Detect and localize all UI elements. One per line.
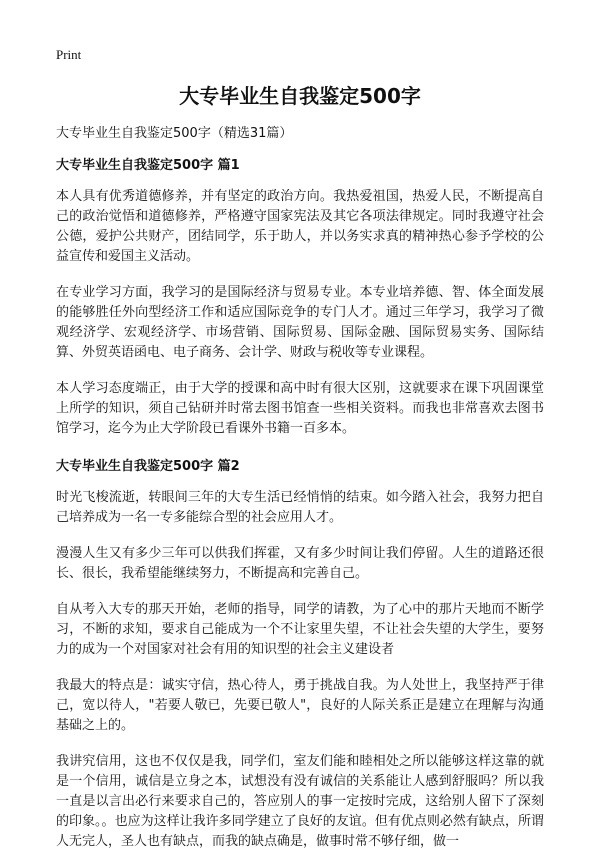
section-heading: 大专毕业生自我鉴定500字 篇1 xyxy=(56,158,240,173)
paragraph: 在专业学习方面，我学习的是国际经济与贸易专业。本专业培养德、智、体全面发展的能够胜任外向型经济工作和适应国际竞争的专门人才。通过三年学习，我学习了微观经济学、宏观经济学、市场营销、国际贸易、国际金融、国际贸易实务、国际结算、外贸英语函电、电子商务、会计学、财政与税收等专业课程。 xyxy=(56,285,544,360)
section-1 xyxy=(56,154,544,439)
section-2 xyxy=(56,455,544,852)
paragraph: 本人具有优秀道德修养，并有坚定的政治方向。我热爱祖国，热爱人民，不断提高自己的政治觉悟和道德修养，严格遵守国家宪法及其它各项法律规定。同时我遵守社会公德，爱护公共财产，团结同学，乐于助人，并以务实求真的精神热心参予学校的公益宣传和爱国主义活动。 xyxy=(56,189,544,264)
section-heading: 大专毕业生自我鉴定500字 篇2 xyxy=(56,459,240,474)
paragraph: 本人学习态度端正，由于大学的授课和高中时有很大区别，这就要求在课下巩固课堂上所学的知识，须自己钻研并时常去图书馆查一些相关资料。而我也非常喜欢去图书馆学习，迄今为止大学阶段已看课外书籍一百多本。 xyxy=(56,381,544,436)
paragraph: 我最大的特点是：诚实守信，热心待人，勇于挑战自我。为人处世上，我坚持严于律己，宽以待人，"若要人敬已，先要已敬人"，良好的人际关系正是建立在理解与沟通基础之上的。 xyxy=(56,678,544,733)
document-body xyxy=(56,122,544,868)
print-link[interactable]: Print xyxy=(56,47,82,62)
paragraph: 我讲究信用，这也不仅仅是我，同学们，室友们能和睦相处之所以能够这样这靠的就是一个信用，诚信是立身之本，试想没有没有诚信的关系能让人感到舒服吗？所以我一直是以言出必行来要求自己的，答应别人的事一定按时完成，这给别人留下了深刻的印象。。也应为这样让我许多同学建立了良好的友谊。但有优点则必然有缺点，所谓人无完人，圣人也有缺点，而我的缺点确是，做事时常不够仔细，做一 xyxy=(56,754,544,849)
page-title: 大专毕业生自我鉴定500字 xyxy=(179,84,421,108)
paragraph: 时光飞梭流逝，转眼间三年的大专生活已经悄悄的结束。如今踏入社会，我努力把自己培养成为一名一专多能综合型的社会应用人才。 xyxy=(56,490,544,525)
paragraph: 漫漫人生又有多少三年可以供我们挥霍，又有多少时间让我们停留。人生的道路还很长、很长，我希望能继续努力，不断提高和完善自己。 xyxy=(56,546,544,581)
document-subtitle: 大专毕业生自我鉴定500字（精选31篇） xyxy=(56,126,293,141)
paragraph: 自从考入大专的那天开始，老师的指导，同学的请教，为了心中的那片天地而不断学习，不断的求知，要求自己能成为一个不让家里失望，不让社会失望的大学生，要努力的成为一个对国家对社会有用的知识型的社会主义建设者 xyxy=(56,602,544,657)
